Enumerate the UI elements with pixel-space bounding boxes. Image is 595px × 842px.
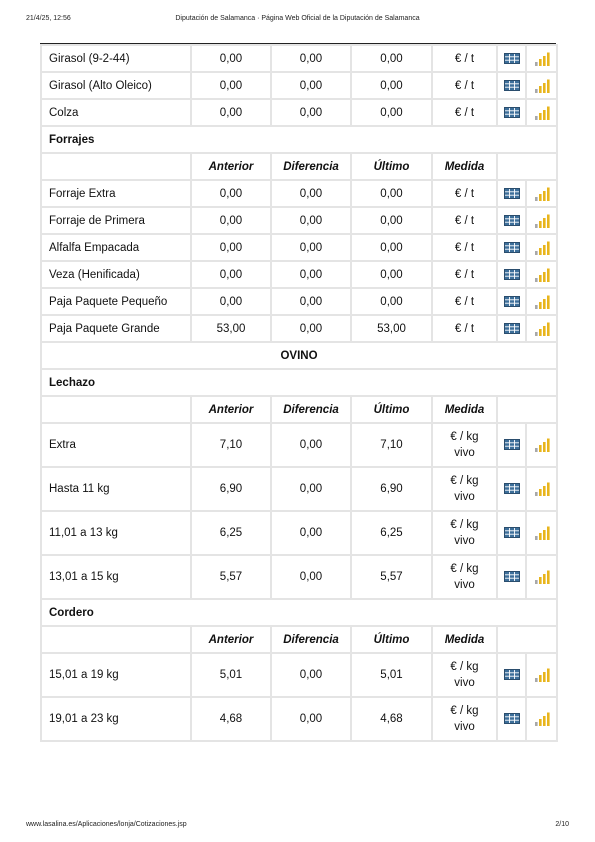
- anterior-value: 0,00: [191, 234, 271, 261]
- medida-qualifier: vivo: [454, 677, 475, 689]
- anterior-value: 5,57: [191, 555, 271, 599]
- diferencia-value: 0,00: [271, 234, 351, 261]
- ultimo-value: 0,00: [351, 180, 432, 207]
- product-name: Girasol (Alto Oleico): [41, 72, 191, 99]
- medida-qualifier: vivo: [454, 535, 475, 547]
- table-icon[interactable]: [504, 188, 520, 199]
- table-icon-cell: [497, 315, 526, 342]
- ultimo-value: 6,25: [351, 511, 432, 555]
- product-name: Alfalfa Empacada: [41, 234, 191, 261]
- product-name: Paja Paquete Grande: [41, 315, 191, 342]
- chart-icon-cell: [526, 288, 557, 315]
- header-ultimo: Último: [351, 396, 432, 423]
- table-row: [41, 423, 557, 467]
- medida-cell: € / t: [432, 261, 497, 288]
- diferencia-value: 0,00: [271, 99, 351, 126]
- table-icon[interactable]: [504, 527, 520, 538]
- anterior-value: 7,10: [191, 423, 271, 467]
- header-icons-empty: [497, 153, 557, 180]
- diferencia-value: 0,00: [271, 207, 351, 234]
- ultimo-value: 0,00: [351, 99, 432, 126]
- medida-unit: € / kg: [450, 519, 479, 531]
- anterior-value: 5,01: [191, 653, 271, 697]
- header-anterior: Anterior: [191, 626, 271, 653]
- medida-cell: [432, 467, 497, 511]
- header-diferencia: Diferencia: [271, 153, 351, 180]
- table-icon[interactable]: [504, 107, 520, 118]
- ultimo-value: 0,00: [351, 261, 432, 288]
- header-empty: [41, 396, 191, 423]
- header-anterior: Anterior: [191, 396, 271, 423]
- table-row: [41, 511, 557, 555]
- table-icon-cell: [497, 467, 526, 511]
- table-icon-cell: [497, 511, 526, 555]
- medida-cell: [432, 511, 497, 555]
- table-row: [41, 288, 557, 315]
- product-name: 11,01 a 13 kg: [41, 511, 191, 555]
- product-name: 19,01 a 23 kg: [41, 697, 191, 741]
- section-cordero: [41, 599, 557, 626]
- medida-unit: € / kg: [450, 705, 479, 717]
- header-anterior: Anterior: [191, 153, 271, 180]
- bar-chart-icon[interactable]: [534, 268, 550, 282]
- medida-cell: € / t: [432, 99, 497, 126]
- bar-chart-icon[interactable]: [534, 712, 550, 726]
- chart-icon-cell: [526, 234, 557, 261]
- header-ultimo: Último: [351, 626, 432, 653]
- table-icon-cell: [497, 423, 526, 467]
- bar-chart-icon[interactable]: [534, 187, 550, 201]
- chart-icon-cell: [526, 555, 557, 599]
- table-row: [41, 467, 557, 511]
- header-empty: [41, 153, 191, 180]
- product-name: Girasol (9-2-44): [41, 45, 191, 72]
- anterior-value: 6,25: [191, 511, 271, 555]
- anterior-value: 0,00: [191, 99, 271, 126]
- diferencia-value: 0,00: [271, 511, 351, 555]
- column-header-row: [41, 396, 557, 423]
- table-icon[interactable]: [504, 669, 520, 680]
- medida-unit: € / kg: [450, 475, 479, 487]
- ultimo-value: 53,00: [351, 315, 432, 342]
- ultimo-value: 5,57: [351, 555, 432, 599]
- header-icons-empty: [497, 396, 557, 423]
- medida-cell: [432, 423, 497, 467]
- bar-chart-icon[interactable]: [534, 526, 550, 540]
- table-icon[interactable]: [504, 323, 520, 334]
- chart-icon-cell: [526, 511, 557, 555]
- table-icon[interactable]: [504, 242, 520, 253]
- column-header-row: [41, 626, 557, 653]
- table-row: [41, 234, 557, 261]
- bar-chart-icon[interactable]: [534, 668, 550, 682]
- section-forrajes: [41, 126, 557, 153]
- table-icon[interactable]: [504, 215, 520, 226]
- product-name: Hasta 11 kg: [41, 467, 191, 511]
- header-empty: [41, 626, 191, 653]
- header-medida: Medida: [432, 396, 497, 423]
- ultimo-value: 0,00: [351, 207, 432, 234]
- print-url: www.lasalina.es/Aplicaciones/lonja/Cotizaciones.jsp: [26, 821, 187, 828]
- table-icon[interactable]: [504, 571, 520, 582]
- product-name: Paja Paquete Pequeño: [41, 288, 191, 315]
- table-icon-cell: [497, 653, 526, 697]
- table-icon-cell: [497, 261, 526, 288]
- table-icon-cell: [497, 288, 526, 315]
- table-icon[interactable]: [504, 713, 520, 724]
- chart-icon-cell: [526, 653, 557, 697]
- table-row: [41, 207, 557, 234]
- chart-icon-cell: [526, 315, 557, 342]
- medida-cell: € / t: [432, 45, 497, 72]
- medida-cell: [432, 555, 497, 599]
- diferencia-value: 0,00: [271, 72, 351, 99]
- medida-cell: € / t: [432, 315, 497, 342]
- product-name: Forraje Extra: [41, 180, 191, 207]
- print-datetime: 21/4/25, 12:56: [26, 15, 71, 22]
- header-medida: Medida: [432, 153, 497, 180]
- bar-chart-icon[interactable]: [534, 214, 550, 228]
- diferencia-value: 0,00: [271, 555, 351, 599]
- chart-icon-cell: [526, 99, 557, 126]
- bar-chart-icon[interactable]: [534, 52, 550, 66]
- print-page-number: 2/10: [555, 821, 569, 828]
- ultimo-value: 0,00: [351, 72, 432, 99]
- table-icon-cell: [497, 72, 526, 99]
- chart-icon-cell: [526, 423, 557, 467]
- price-table: [40, 44, 558, 742]
- ultimo-value: 5,01: [351, 653, 432, 697]
- anterior-value: 0,00: [191, 288, 271, 315]
- product-name: Forraje de Primera: [41, 207, 191, 234]
- diferencia-value: 0,00: [271, 653, 351, 697]
- ultimo-value: 7,10: [351, 423, 432, 467]
- table-icon-cell: [497, 45, 526, 72]
- section-title: Lechazo: [41, 369, 557, 396]
- medida-cell: [432, 653, 497, 697]
- ultimo-value: 0,00: [351, 234, 432, 261]
- table-icon-cell: [497, 555, 526, 599]
- anterior-value: 0,00: [191, 261, 271, 288]
- bar-chart-icon[interactable]: [534, 438, 550, 452]
- product-name: 13,01 a 15 kg: [41, 555, 191, 599]
- table-row: [41, 180, 557, 207]
- product-name: Veza (Henificada): [41, 261, 191, 288]
- ultimo-value: 0,00: [351, 288, 432, 315]
- medida-cell: € / t: [432, 207, 497, 234]
- medida-unit: € / kg: [450, 661, 479, 673]
- bar-chart-icon[interactable]: [534, 482, 550, 496]
- table-icon[interactable]: [504, 53, 520, 64]
- print-page-title: Diputación de Salamanca · Página Web Oficial de la Diputación de Salamanca: [175, 15, 420, 22]
- header-ultimo: Último: [351, 153, 432, 180]
- bar-chart-icon[interactable]: [534, 241, 550, 255]
- section-title: Forrajes: [41, 126, 557, 153]
- table-row: [41, 72, 557, 99]
- chart-icon-cell: [526, 180, 557, 207]
- diferencia-value: 0,00: [271, 180, 351, 207]
- chart-icon-cell: [526, 697, 557, 741]
- table-icon-cell: [497, 180, 526, 207]
- bar-chart-icon[interactable]: [534, 570, 550, 584]
- bar-chart-icon[interactable]: [534, 295, 550, 309]
- table-icon-cell: [497, 234, 526, 261]
- ultimo-value: 6,90: [351, 467, 432, 511]
- header-diferencia: Diferencia: [271, 626, 351, 653]
- table-icon-cell: [497, 697, 526, 741]
- medida-qualifier: vivo: [454, 491, 475, 503]
- anterior-value: 53,00: [191, 315, 271, 342]
- column-header-row: [41, 153, 557, 180]
- anterior-value: 0,00: [191, 180, 271, 207]
- bar-chart-icon[interactable]: [534, 79, 550, 93]
- anterior-value: 0,00: [191, 72, 271, 99]
- table-row: [41, 653, 557, 697]
- medida-qualifier: vivo: [454, 447, 475, 459]
- medida-cell: € / t: [432, 234, 497, 261]
- table-icon-cell: [497, 207, 526, 234]
- anterior-value: 0,00: [191, 207, 271, 234]
- diferencia-value: 0,00: [271, 315, 351, 342]
- table-row: [41, 261, 557, 288]
- medida-cell: [432, 697, 497, 741]
- diferencia-value: 0,00: [271, 467, 351, 511]
- section-title: Cordero: [41, 599, 557, 626]
- anterior-value: 6,90: [191, 467, 271, 511]
- diferencia-value: 0,00: [271, 697, 351, 741]
- product-name: Colza: [41, 99, 191, 126]
- header-medida: Medida: [432, 626, 497, 653]
- table-icon[interactable]: [504, 483, 520, 494]
- medida-cell: € / t: [432, 72, 497, 99]
- medida-cell: € / t: [432, 288, 497, 315]
- ultimo-value: 4,68: [351, 697, 432, 741]
- chart-icon-cell: [526, 207, 557, 234]
- product-name: Extra: [41, 423, 191, 467]
- product-name: 15,01 a 19 kg: [41, 653, 191, 697]
- table-icon-cell: [497, 99, 526, 126]
- section-lechazo: [41, 369, 557, 396]
- anterior-value: 0,00: [191, 45, 271, 72]
- anterior-value: 4,68: [191, 697, 271, 741]
- diferencia-value: 0,00: [271, 423, 351, 467]
- medida-qualifier: vivo: [454, 579, 475, 591]
- table-icon[interactable]: [504, 269, 520, 280]
- ultimo-value: 0,00: [351, 45, 432, 72]
- medida-unit: € / kg: [450, 563, 479, 575]
- bar-chart-icon[interactable]: [534, 106, 550, 120]
- table-icon[interactable]: [504, 80, 520, 91]
- chart-icon-cell: [526, 72, 557, 99]
- header-diferencia: Diferencia: [271, 396, 351, 423]
- diferencia-value: 0,00: [271, 288, 351, 315]
- table-row: [41, 315, 557, 342]
- bar-chart-icon[interactable]: [534, 322, 550, 336]
- diferencia-value: 0,00: [271, 261, 351, 288]
- medida-qualifier: vivo: [454, 721, 475, 733]
- chart-icon-cell: [526, 261, 557, 288]
- table-icon[interactable]: [504, 439, 520, 450]
- table-row: [41, 45, 557, 72]
- category-ovino: [41, 342, 557, 369]
- table-row: [41, 555, 557, 599]
- price-table-body: [41, 45, 557, 741]
- table-row: [41, 99, 557, 126]
- chart-icon-cell: [526, 467, 557, 511]
- medida-cell: € / t: [432, 180, 497, 207]
- diferencia-value: 0,00: [271, 45, 351, 72]
- chart-icon-cell: [526, 45, 557, 72]
- medida-unit: € / kg: [450, 431, 479, 443]
- table-icon[interactable]: [504, 296, 520, 307]
- table-row: [41, 697, 557, 741]
- header-icons-empty: [497, 626, 557, 653]
- category-title: OVINO: [41, 342, 557, 369]
